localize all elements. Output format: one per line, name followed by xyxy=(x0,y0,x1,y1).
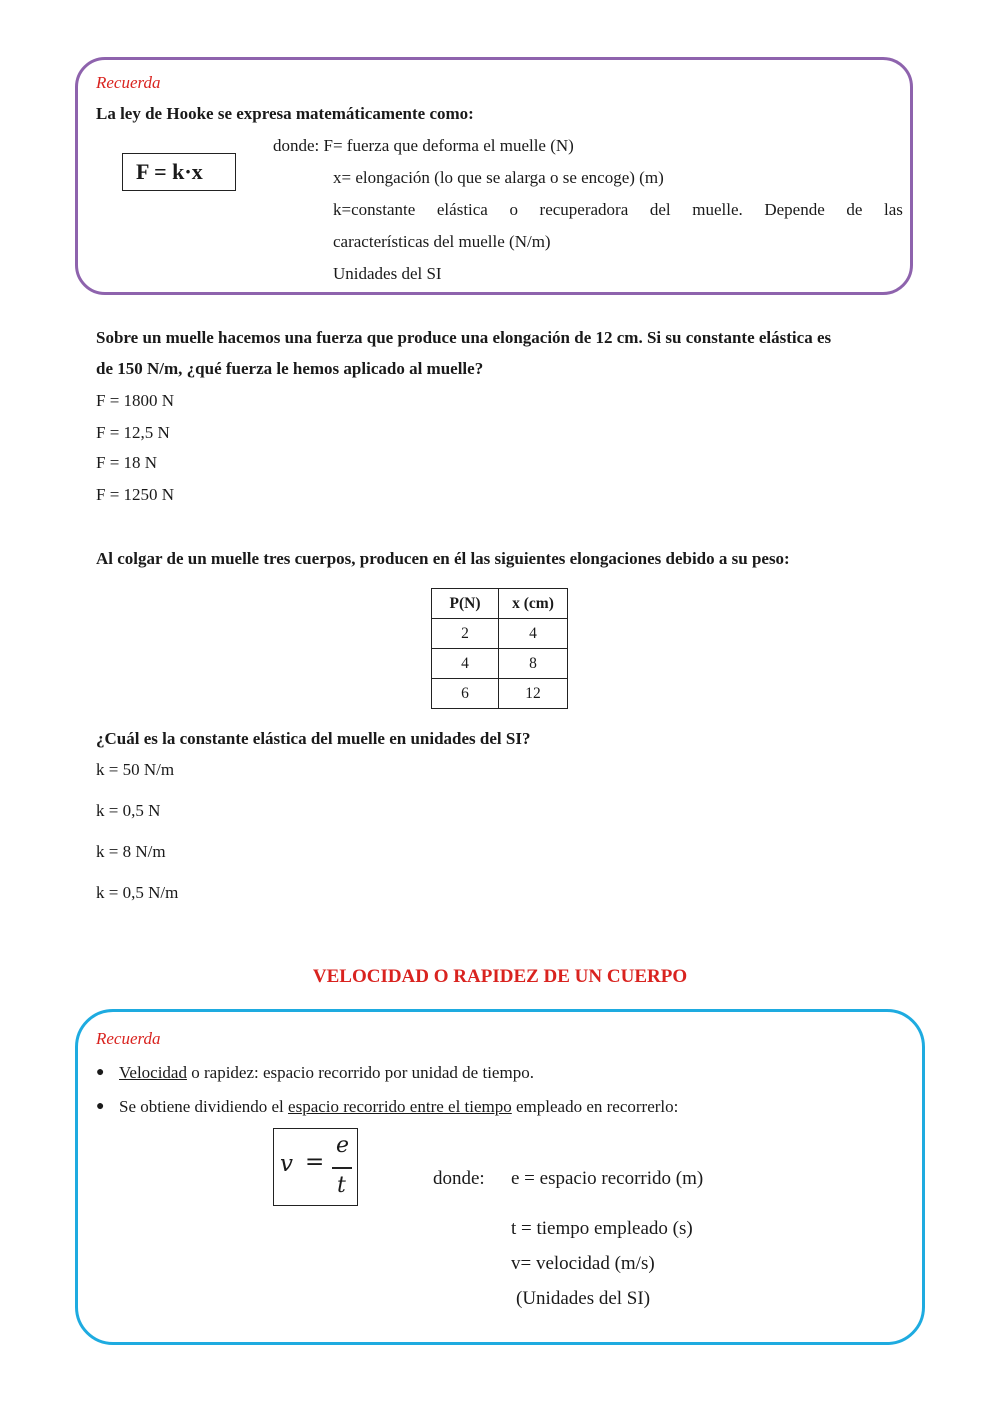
table-row xyxy=(432,679,568,709)
answer-option[interactable]: k = 0,5 N xyxy=(96,801,161,820)
def-k-word: las xyxy=(884,200,903,219)
question1-line2: de 150 N/m, ¿qué fuerza le hemos aplicado al muelle? xyxy=(96,359,484,378)
units-si: (Unidades del SI) xyxy=(516,1288,651,1309)
answer-option[interactable]: k = 0,5 N/m xyxy=(96,883,179,902)
table-row xyxy=(432,619,568,649)
def-t: t = tiempo empleado (s) xyxy=(511,1218,693,1239)
formula-v: v xyxy=(280,1151,293,1177)
table-header: x (cm) xyxy=(499,589,568,619)
def-k-word: elástica xyxy=(436,200,488,219)
recuerda-label: Recuerda xyxy=(96,1029,161,1048)
answer-option[interactable]: F = 1250 N xyxy=(96,485,175,504)
hooke-formula: F = k·x xyxy=(122,153,236,191)
table-header-row xyxy=(432,589,568,619)
question1-line1: Sobre un muelle hacemos una fuerza que produce una elongación de 12 cm. Si su constante elástica es xyxy=(96,328,832,347)
answer-option[interactable]: k = 8 N/m xyxy=(96,842,166,861)
answer-option[interactable]: F = 18 N xyxy=(96,453,158,472)
velocity-formula xyxy=(273,1128,358,1206)
hooke-heading: La ley de Hooke se expresa matemáticamente como: xyxy=(96,104,474,123)
question2-question: ¿Cuál es la constante elástica del muelle en unidades del SI? xyxy=(96,729,531,748)
table-cell: 8 xyxy=(499,649,568,679)
table-cell: 4 xyxy=(432,649,499,679)
fraction-bar xyxy=(332,1167,352,1169)
donde-label: donde: xyxy=(433,1168,485,1189)
bullet1-text xyxy=(119,1063,534,1083)
def-k-word: o xyxy=(509,200,518,219)
elongation-table xyxy=(431,588,568,709)
table-cell: 6 xyxy=(432,679,499,709)
def-k-word: k=constante xyxy=(333,200,416,219)
def-k-word: Depende xyxy=(764,200,825,219)
def-x: x= elongación (lo que se alarga o se encoge) (m) xyxy=(333,168,664,187)
bullet2-underlined: espacio recorrido entre el tiempo xyxy=(288,1097,512,1116)
units-si: Unidades del SI xyxy=(333,264,442,283)
bullet-icon: ● xyxy=(96,1065,105,1080)
table-header: P(N) xyxy=(432,589,499,619)
def-e: e = espacio recorrido (m) xyxy=(511,1168,704,1189)
velocidad-underlined: Velocidad xyxy=(119,1063,187,1082)
def-k-word: muelle. xyxy=(692,200,743,219)
answer-option[interactable]: F = 12,5 N xyxy=(96,423,170,442)
bullet2-start: Se obtiene dividiendo el xyxy=(119,1097,289,1116)
def-k-word: del xyxy=(649,200,671,219)
def-f: donde: F= fuerza que deforma el muelle (N) xyxy=(273,136,574,155)
def-k-word: recuperadora xyxy=(539,200,629,219)
bullet1-rest: o rapidez: espacio recorrido por unidad de tiempo. xyxy=(186,1063,534,1082)
formula-t: t xyxy=(337,1173,346,1198)
bullet-icon: ● xyxy=(96,1099,105,1114)
question2-intro: Al colgar de un muelle tres cuerpos, producen en él las siguientes elongaciones debido a su peso: xyxy=(96,549,790,568)
table-row xyxy=(432,649,568,679)
formula-equals: = xyxy=(305,1149,325,1175)
bullet2-text xyxy=(119,1097,678,1117)
answer-option[interactable]: F = 1800 N xyxy=(96,391,175,410)
table-cell: 4 xyxy=(499,619,568,649)
answer-option[interactable]: k = 50 N/m xyxy=(96,760,175,779)
def-v: v= velocidad (m/s) xyxy=(511,1253,655,1274)
section-title: VELOCIDAD O RAPIDEZ DE UN CUERPO xyxy=(312,966,688,987)
bullet2-end: empleado en recorrerlo: xyxy=(511,1097,679,1116)
recuerda-label: Recuerda xyxy=(96,73,161,92)
formula-e: e xyxy=(336,1133,350,1158)
def-k-continued: características del muelle (N/m) xyxy=(333,232,551,251)
velocity-box xyxy=(75,1009,925,1345)
def-k-word: de xyxy=(846,200,863,219)
def-k xyxy=(333,200,903,220)
table-cell: 2 xyxy=(432,619,499,649)
table-cell: 12 xyxy=(499,679,568,709)
